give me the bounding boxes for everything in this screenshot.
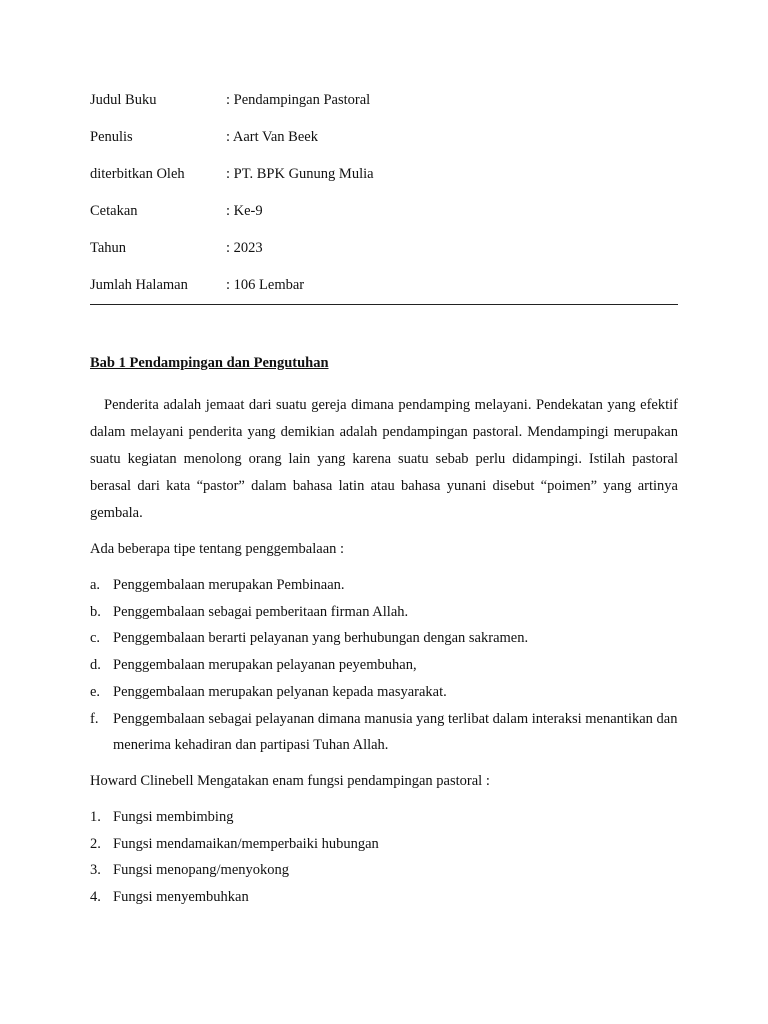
list-item: [90, 652, 678, 679]
list-marker: a.: [90, 577, 101, 593]
metadata-row-title: [90, 92, 678, 129]
intro-paragraph: Penderita adalah jemaat dari suatu gereja dimana pendamping melayani. Pendekatan yang efektif dalam melayani penderita yang demikian adalah pendampingan pastoral. Mendampingi merupakan suatu kegiatan menolong orang lain yang karena suatu sebab perlu didampingi. Istilah pastoral berasal dari kata “pastor” dalam bahasa latin atau bahasa yunani disebut “poimen” yang artinya gembala.: [90, 397, 678, 521]
list-item: [90, 804, 678, 831]
metadata-label: Tahun: [90, 240, 127, 256]
list-marker: 3.: [90, 862, 101, 879]
metadata-value: : PT. BPK Gunung Mulia: [226, 166, 374, 182]
functions-list: [90, 804, 678, 911]
metadata-value: : Aart Van Beek: [226, 129, 318, 145]
metadata-label: Cetakan: [90, 203, 138, 219]
list-item-text: Fungsi menyembuhkan: [113, 889, 249, 906]
chapter-heading: Bab 1 Pendampingan dan Pengutuhan: [90, 355, 329, 371]
types-list: [90, 572, 678, 759]
metadata-row-year: [90, 240, 678, 277]
list-item-text: Penggembalaan merupakan Pembinaan.: [113, 577, 345, 593]
list-item: [90, 625, 678, 652]
metadata-row-edition: [90, 203, 678, 240]
metadata-row-author: [90, 129, 678, 166]
list-item-text: Penggembalaan sebagai pelayanan dimana manusia yang terlibat dalam interaksi menantikan dan menerima kehadiran dan partipasi Tuhan Allah.: [113, 710, 678, 754]
metadata-label: Penulis: [90, 129, 133, 145]
list-item: [90, 706, 678, 759]
metadata-value: : 2023: [226, 240, 263, 256]
list-item: [90, 572, 678, 599]
list-marker: 2.: [90, 835, 101, 852]
list-item: [90, 679, 678, 706]
list-item: [90, 884, 678, 911]
list-item-text: Penggembalaan merupakan pelayanan peyembuhan,: [113, 657, 417, 674]
list-item-text: Penggembalaan sebagai pemberitaan firman Allah.: [113, 603, 409, 620]
list-item-text: Penggembalaan merupakan pelyanan kepada masyarakat.: [113, 683, 447, 700]
list-item: [90, 599, 678, 626]
list-item-text: Fungsi membimbing: [113, 808, 234, 825]
metadata-label: diterbitkan Oleh: [90, 166, 185, 182]
metadata-label: Judul Buku: [90, 92, 157, 108]
metadata-row-publisher: [90, 166, 678, 203]
list-item-text: Fungsi mendamaikan/memperbaiki hubungan: [113, 835, 379, 852]
metadata-value: : 106 Lembar: [226, 277, 305, 293]
functions-intro: Howard Clinebell Mengatakan enam fungsi pendampingan pastoral :: [90, 772, 490, 789]
metadata-value: : Ke-9: [226, 203, 263, 219]
list-item: [90, 831, 678, 858]
metadata-value: : Pendampingan Pastoral: [226, 92, 371, 108]
types-intro: Ada beberapa tipe tentang penggembalaan :: [90, 541, 345, 557]
list-marker: 1.: [90, 808, 101, 825]
list-marker: b.: [90, 603, 101, 620]
list-marker: 4.: [90, 889, 101, 906]
list-marker: d.: [90, 657, 101, 674]
book-metadata-table: [90, 92, 678, 305]
chapter-body: [90, 355, 678, 920]
list-item-text: Penggembalaan berarti pelayanan yang berhubungan dengan sakramen.: [113, 630, 529, 647]
list-item: [90, 857, 678, 884]
metadata-row-pages: [90, 277, 678, 304]
list-marker: e.: [90, 683, 101, 700]
metadata-label: Jumlah Halaman: [90, 277, 188, 293]
list-marker: c.: [90, 630, 101, 647]
list-marker: f.: [90, 710, 99, 727]
list-item-text: Fungsi menopang/menyokong: [113, 862, 290, 879]
